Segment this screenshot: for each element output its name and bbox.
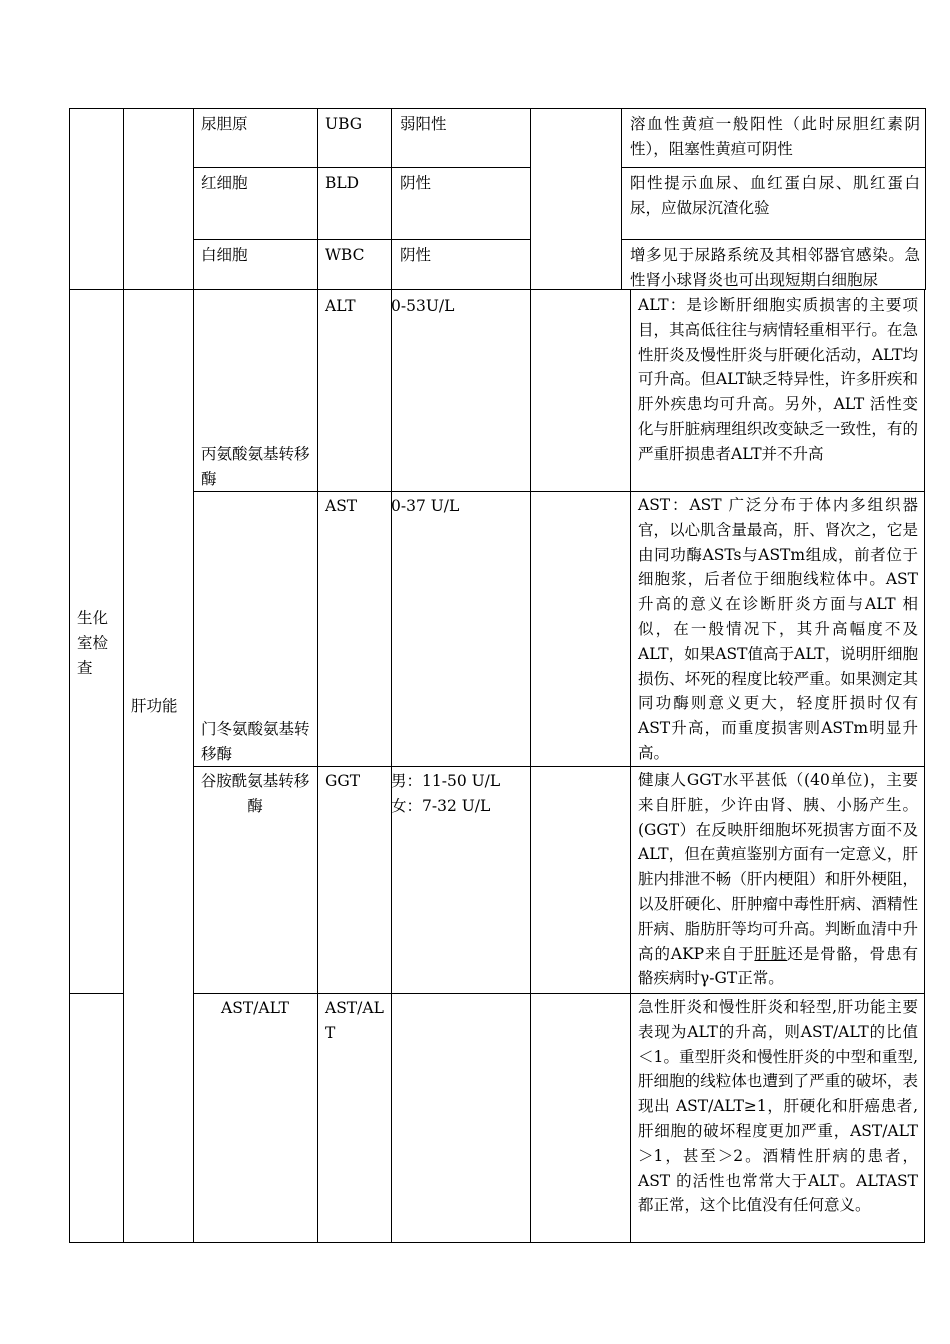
rule xyxy=(69,108,70,290)
rule xyxy=(621,239,926,240)
rule xyxy=(69,108,926,109)
clinical-significance xyxy=(638,768,918,991)
test-name: 红细胞 xyxy=(201,174,248,192)
clinical-significance: 急性肝炎和慢性肝炎和轻型,肝功能主要表现为ALT的升高，则AST/ALT的比值＜1。重型肝炎和慢性肝炎的中型和重型,肝细胞的线粒体也遭到了严重的破坏，表现出 AST/ALT≥1，肝硬化和肝癌患者,肝细胞的破坏程度更加严重，AST/ALT＞1，甚至＞2。酒精性肝病的患者， AST 的活性也常常大于ALT。ALTAST都正常，这个比值没有任何意义。 xyxy=(638,998,918,1215)
reference-value: 阴性 xyxy=(400,246,432,264)
reference-value: 0-37 U/L xyxy=(391,497,460,515)
rule xyxy=(317,108,318,290)
clinical-significance: AST：AST 广泛分布于体内多组织器官，以心肌含量最高，肝、肾次之，它是由同功酶ASTs与ASTm组成，前者位于细胞浆，后者位于细胞线粒体中。AST 升高的意义在诊断肝炎方面与ALT 相似，在一般情况下，其升高幅度不及ALT，如果AST值高于ALT，说明肝细胞损伤、坏死的程度比较严重。如果测定其同功酶则意义更大，轻度肝损时仅有AST升高，而重度损害则ASTm明显升高。 xyxy=(638,496,918,762)
test-name: 白细胞 xyxy=(201,246,248,264)
test-code: AST xyxy=(325,497,358,515)
rule xyxy=(530,108,531,290)
clinical-significance: 增多见于尿路系统及其相邻器官感染。急性肾小球肾炎也可出现短期白细胞尿 xyxy=(630,246,920,289)
significance-text: 还是骨骼，骨患有骼疾病时γ-GT正常。 xyxy=(638,944,918,988)
rule xyxy=(621,108,622,290)
clinical-significance: 溶血性黄疸一般阳性（此时尿胆红素阴性），阻塞性黄疸可阴性 xyxy=(630,115,920,158)
test-name: 丙氨酸氨基转移酶 xyxy=(201,445,310,488)
test-code: WBC xyxy=(325,246,365,264)
test-name: 尿胆原 xyxy=(201,115,248,133)
rule xyxy=(193,239,530,240)
rule xyxy=(193,108,194,290)
rule xyxy=(123,108,124,290)
significance-text: 健康人GGT水平甚低（(40单位)，主要来自肝脏，少许由肾、胰、小肠产生。(GGT）在反映肝细胞坏死损害方面不及 ALT，但在黄疸鉴别方面有一定意义，肝脏内排泄不畅（肝内梗阻）和肝外梗阻，以及肝硬化、肝肿瘤中毒性肝病、酒精性肝病、脂肪肝等均可升高。判断血清中升高的AKP来自于 xyxy=(638,771,918,963)
reference-value-male: 男：11-50 U/L xyxy=(391,772,501,790)
rule xyxy=(69,290,70,1242)
test-name: 门冬氨酸氨基转移酶 xyxy=(201,720,310,763)
rule xyxy=(193,993,925,994)
test-code: GGT xyxy=(325,772,361,790)
category-label: 生化室检查 xyxy=(77,609,109,677)
test-name: 谷胺酰氨基转移酶 xyxy=(200,772,310,815)
subcategory-label: 肝功能 xyxy=(131,697,178,715)
rule xyxy=(621,167,926,168)
test-code: UBG xyxy=(325,115,363,133)
rule xyxy=(123,290,124,1242)
rule xyxy=(391,108,392,290)
clinical-significance: ALT：是诊断肝细胞实质损害的主要项目，其高低往往与病情轻重相平行。在急性肝炎及慢性肝炎与肝硬化活动，ALT均可升高。但ALT缺乏特异性，许多肝疾和肝外疾患均可升高。另外，ALT 活性变化与肝脏病理组织改变缺乏一致性，有的严重肝损患者ALT并不升高 xyxy=(638,296,918,463)
rule xyxy=(69,993,124,994)
reference-value-female: 女：7-32 U/L xyxy=(391,797,491,815)
test-code: BLD xyxy=(325,174,360,192)
rule xyxy=(925,108,926,290)
test-code: AST/ALT xyxy=(325,999,384,1042)
rule xyxy=(69,1242,925,1243)
reference-value: 弱阳性 xyxy=(400,115,447,133)
reference-value: 阴性 xyxy=(400,174,432,192)
test-name: AST/ALT xyxy=(221,999,289,1017)
clinical-significance: 阳性提示血尿、血红蛋白尿、肌红蛋白尿，应做尿沉渣化验 xyxy=(630,174,920,217)
rule xyxy=(193,167,530,168)
test-code: ALT xyxy=(325,297,356,315)
underlined-term: 肝脏 xyxy=(754,944,788,963)
reference-value: 0-53U/L xyxy=(391,297,455,315)
